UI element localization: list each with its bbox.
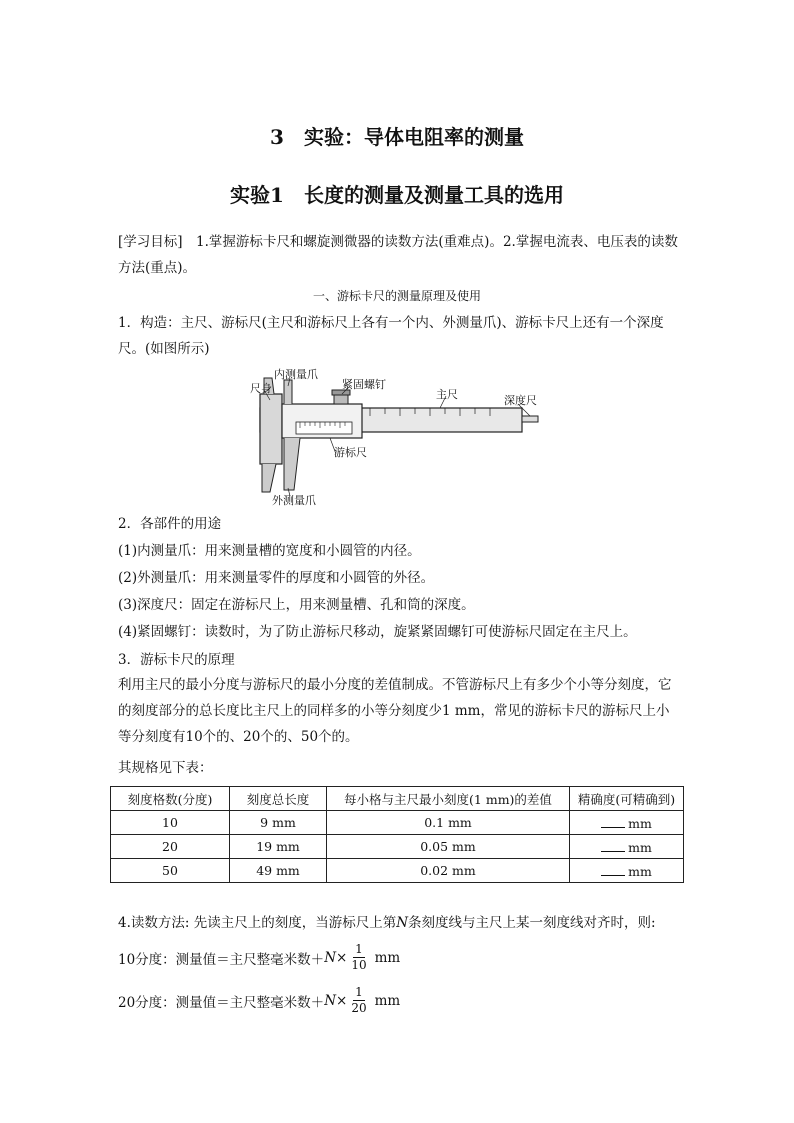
principle-heading: 3．游标卡尺的原理 — [118, 652, 235, 668]
use-item: (1)内测量爪：用来测量槽的宽度和小圆管的内径。 — [118, 543, 421, 559]
vernier-caliper-figure — [250, 364, 550, 512]
table-header: 每小格与主尺最小刻度(1 mm)的差值 — [327, 787, 570, 811]
unit-text: mm — [374, 949, 401, 966]
label-screw: 紧固螺钉 — [342, 378, 386, 391]
fraction — [349, 942, 368, 973]
formula-prefix: 20分度：测量值＝主尺整毫米数＋ — [118, 994, 325, 1011]
table-cell: 19 mm — [230, 835, 327, 859]
label-depth-rod: 深度尺 — [504, 394, 537, 407]
table-header: 刻度格数(分度) — [111, 787, 230, 811]
denominator: 20 — [351, 1001, 367, 1015]
reading-method — [118, 913, 656, 933]
vernier-spec-table — [110, 786, 684, 883]
numerator: 1 — [355, 942, 363, 956]
table-cell-blank — [570, 811, 684, 835]
table-cell: 9 mm — [230, 811, 327, 835]
formula-10 — [118, 942, 400, 973]
variable-n: N — [324, 949, 336, 966]
reading-method-text: 4.读数方法: 先读主尺上的刻度，当游标尺上第 — [118, 915, 397, 931]
section-heading: 一、游标卡尺的测量原理及使用 — [312, 289, 481, 303]
label-inner-jaw: 内测量爪 — [274, 368, 318, 381]
reading-method-text: 条刻度线与主尺上某一刻度线对齐时，则: — [408, 915, 656, 931]
times-sign: × — [336, 949, 348, 966]
variable-n: N — [396, 915, 409, 931]
table-row — [111, 835, 684, 859]
table-row — [111, 859, 684, 883]
label-body: 尺身 — [250, 382, 272, 395]
table-cell-blank — [570, 859, 684, 883]
answer-blank[interactable] — [601, 815, 625, 828]
table-cell: 10 — [111, 811, 230, 835]
table-cell-blank — [570, 835, 684, 859]
table-cell: 0.1 mm — [327, 811, 570, 835]
unit-text: mm — [628, 815, 652, 831]
answer-blank[interactable] — [601, 839, 625, 852]
answer-blank[interactable] — [601, 863, 625, 876]
chapter-title: 3 实验：导体电阻率的测量 — [270, 125, 524, 149]
uses-heading: 2．各部件的用途 — [118, 516, 222, 532]
label-outer-jaw: 外测量爪 — [272, 494, 316, 507]
principle-paragraph: 利用主尺的最小分度与游标尺的最小分度的差值制成。不管游标尺上有多少个小等分刻度，它的刻度部分的总长度比主尺上的同样多的小等分刻度少1 mm，常见的游标卡尺的游标尺上小等分刻度有10个的、20个的、50个的。 — [118, 677, 672, 745]
table-cell: 0.05 mm — [327, 835, 570, 859]
use-item: (3)深度尺：固定在游标尺上，用来测量槽、孔和筒的深度。 — [118, 597, 475, 613]
table-header: 刻度总长度 — [230, 787, 327, 811]
unit-text: mm — [628, 863, 652, 879]
fraction — [349, 985, 368, 1016]
table-header-row — [111, 787, 684, 811]
table-cell: 50 — [111, 859, 230, 883]
table-intro: 其规格见下表： — [118, 760, 213, 776]
table-header: 精确度(可精确到) — [570, 787, 684, 811]
table-cell: 20 — [111, 835, 230, 859]
use-item: (2)外测量爪：用来测量零件的厚度和小圆管的外径。 — [118, 570, 435, 586]
learning-objectives: [学习目标] 1.掌握游标卡尺和螺旋测微器的读数方法(重难点)。2.掌握电流表、电压表的读数方法(重点)。 — [118, 234, 678, 276]
table-row — [111, 811, 684, 835]
formula-prefix: 10分度：测量值＝主尺整毫米数＋ — [118, 951, 325, 968]
unit-text: mm — [374, 992, 401, 1009]
table-cell: 0.02 mm — [327, 859, 570, 883]
formula-20 — [118, 985, 400, 1016]
label-main-scale: 主尺 — [436, 388, 458, 401]
times-sign: × — [336, 992, 348, 1009]
unit-text: mm — [628, 839, 652, 855]
table-cell: 49 mm — [230, 859, 327, 883]
use-item: (4)紧固螺钉：读数时，为了防止游标尺移动，旋紧紧固螺钉可使游标尺固定在主尺上。 — [118, 624, 637, 640]
numerator: 1 — [355, 985, 363, 999]
label-vernier: 游标尺 — [334, 446, 367, 459]
denominator: 10 — [351, 958, 367, 972]
variable-n: N — [324, 992, 336, 1009]
caliper-drawing — [250, 364, 550, 512]
structure-item: 1．构造：主尺、游标尺(主尺和游标尺上各有一个内、外测量爪)、游标卡尺上还有一个深度尺。(如图所示) — [118, 315, 664, 357]
experiment-title: 实验1 长度的测量及测量工具的选用 — [230, 183, 564, 207]
